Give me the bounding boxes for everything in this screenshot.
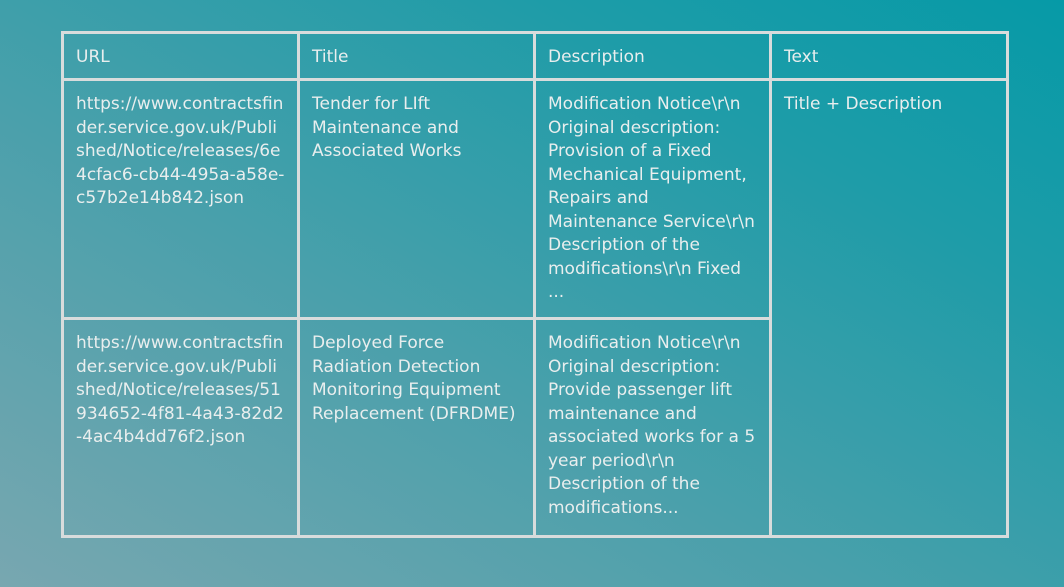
cell-description: Modification Notice\r\n Original description: Provision of a Fixed Mechanical Equipment, Repairs and Maintenance Service\r\n Description of the modifications\r\n Fixed ...	[535, 80, 771, 319]
cell-title: Deployed Force Radiation Detection Monitoring Equipment Replacement (DFRDME)	[299, 319, 535, 537]
table-header	[63, 33, 1008, 80]
cell-url: https://www.contractsfinder.service.gov.uk/Published/Notice/releases/6e4cfac6-cb44-495a-a58e-c57b2e14b842.json	[63, 80, 299, 319]
table-body	[63, 80, 1008, 537]
data-table	[61, 31, 1009, 538]
header-row	[63, 33, 1008, 80]
cell-text: Title + Description	[771, 80, 1008, 537]
cell-description: Modification Notice\r\n Original description: Provide passenger lift maintenance and associated works for a 5 year period\r\n Description of the modifications...	[535, 319, 771, 537]
column-header-url: URL	[63, 33, 299, 80]
table-row	[63, 80, 1008, 319]
column-header-text: Text	[771, 33, 1008, 80]
cell-url: https://www.contractsfinder.service.gov.uk/Published/Notice/releases/51934652-4f81-4a43-82d2-4ac4b4dd76f2.json	[63, 319, 299, 537]
column-header-description: Description	[535, 33, 771, 80]
cell-title: Tender for LIft Maintenance and Associated Works	[299, 80, 535, 319]
column-header-title: Title	[299, 33, 535, 80]
data-table-container	[61, 31, 1006, 538]
